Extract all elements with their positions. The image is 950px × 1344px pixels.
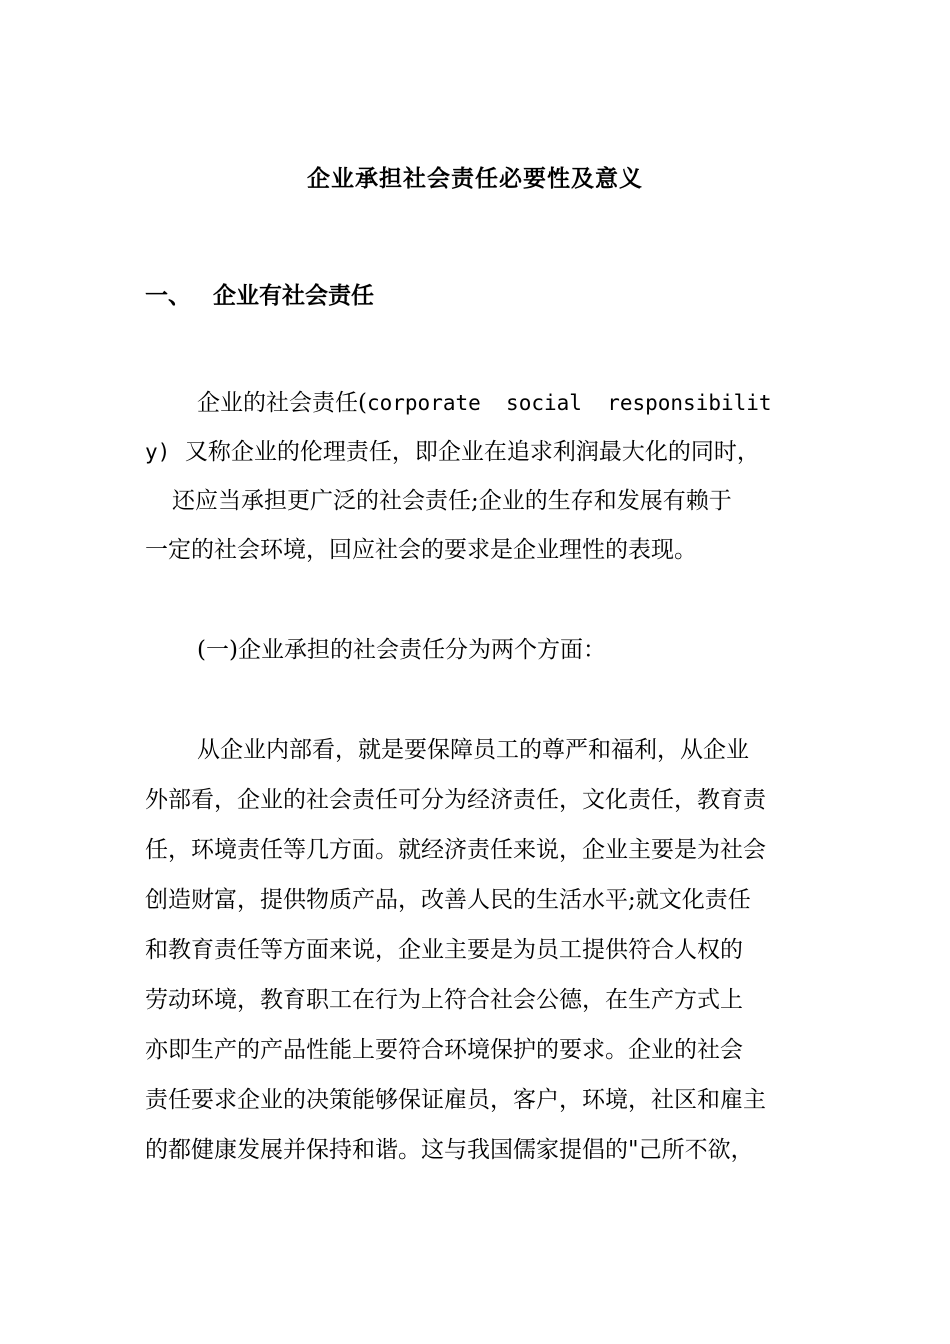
paragraph1-line3: 还应当承担更广泛的社会责任;企业的生存和发展有赖于 — [172, 488, 732, 514]
paragraph2-line: 亦即生产的产品性能上要符合环境保护的要求。企业的社会 — [145, 1037, 743, 1063]
paragraph2-line: 创造财富，提供物质产品，改善人民的生活水平;就文化责任 — [145, 887, 751, 913]
section-heading-text: 企业有社会责任 — [213, 282, 374, 309]
paragraph2-line: 劳动环境，教育职工在行为上符合社会公德，在生产方式上 — [145, 987, 743, 1013]
paragraph1-line1-en: corporate social responsibilit — [366, 391, 772, 415]
section-heading — [145, 277, 374, 310]
paragraph2-line: 的都健康发展并保持和谐。这与我国儒家提倡的"己所不欲， — [145, 1137, 754, 1163]
paragraph2-line: 任，环境责任等几方面。就经济责任来说，企业主要是为社会 — [145, 837, 766, 863]
paragraph1-line4: 一定的社会环境，回应社会的要求是企业理性的表现。 — [145, 537, 697, 563]
paragraph2-line: 责任要求企业的决策能够保证雇员，客户，环境，社区和雇主 — [145, 1087, 766, 1113]
paragraph1-line2-en: y) — [145, 440, 171, 464]
paragraph1-line1-cn: 企业的社会责任( — [197, 390, 367, 416]
paragraph2-line: 和教育责任等方面来说，企业主要是为员工提供符合人权的 — [145, 937, 743, 963]
document-title: 企业承担社会责任必要性及意义 — [307, 165, 643, 192]
paragraph1-line2 — [145, 437, 760, 467]
paragraph1-line1 — [197, 388, 772, 418]
subheading: (一)企业承担的社会责任分为两个方面： — [197, 637, 606, 663]
paragraph2-line: 从企业内部看，就是要保障员工的尊严和福利，从企业 — [197, 737, 749, 763]
section-number: 一、 — [145, 282, 191, 309]
paragraph1-line2-cn: 又称企业的伦理责任，即企业在追求利润最大化的同时， — [170, 439, 760, 465]
paragraph2-line: 外部看，企业的社会责任可分为经济责任，文化责任，教育责 — [145, 787, 766, 813]
